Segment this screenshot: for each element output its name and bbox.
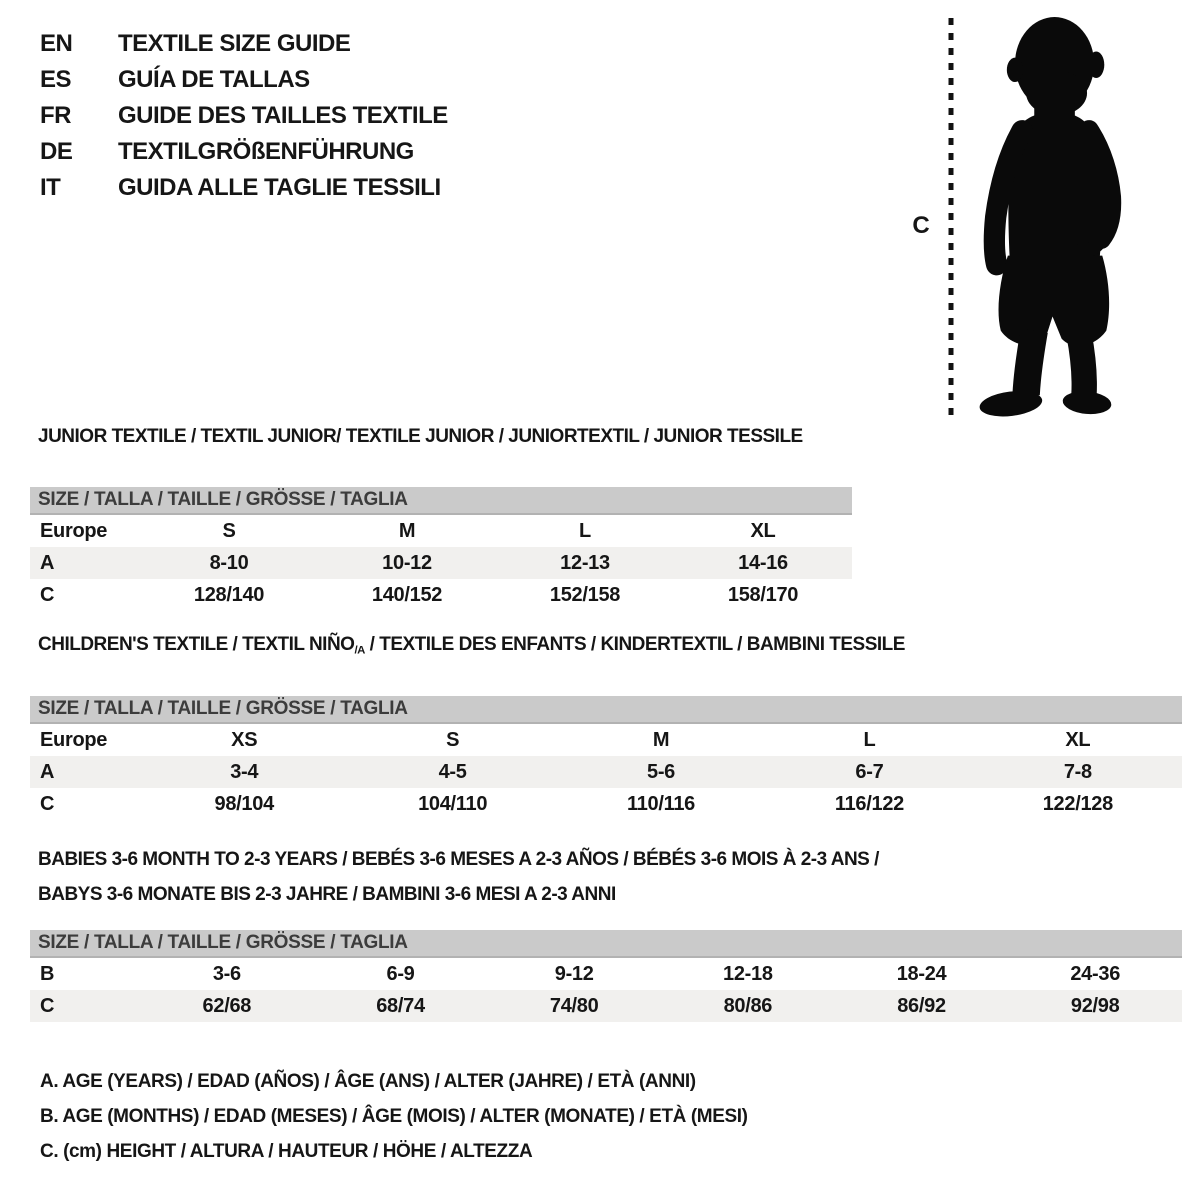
lang-row-it: [40, 170, 448, 206]
table-row: [30, 579, 852, 611]
guide-title: GUIDA ALLE TAGLIE TESSILI: [118, 174, 441, 201]
junior-size-header-bar: SIZE / TALLA / TAILLE / GRÖSSE / TAGLIA: [30, 487, 852, 515]
table-cell: M: [398, 519, 416, 542]
legend-line-c: C. (cm) HEIGHT / ALTURA / HAUTEUR / HÖHE / ALTEZZA: [40, 1141, 533, 1162]
children-size-header-bar: SIZE / TALLA / TAILLE / GRÖSSE / TAGLIA: [30, 696, 1182, 724]
lang-row-fr: [40, 98, 448, 134]
junior-textile-section: [30, 424, 852, 611]
legend-line-b: B. AGE (MONTHS) / EDAD (MESES) / ÂGE (MOIS) / ALTER (MONATE) / ETÀ (MESI): [40, 1106, 748, 1127]
table-cell: 104/110: [418, 792, 488, 815]
table-cell: 14-16: [738, 551, 788, 574]
table-cell: 9-12: [554, 962, 594, 985]
table-cell: 12-18: [723, 962, 773, 985]
table-cell: S: [446, 728, 460, 751]
heading-text: CHILDREN'S TEXTILE / TEXTIL NIÑO: [38, 634, 355, 655]
table-cell: XS: [231, 728, 258, 751]
row-label: Europe: [40, 519, 108, 542]
guide-title: TEXTILE SIZE GUIDE: [118, 30, 351, 57]
table-row: [30, 788, 1182, 820]
guide-title: TEXTILGRÖßENFÜHRUNG: [118, 138, 414, 165]
table-cell: L: [863, 728, 876, 751]
language-title-block: [40, 26, 448, 206]
lang-row-es: [40, 62, 448, 98]
table-cell: 6-7: [855, 760, 884, 783]
babies-section-heading-line1: BABIES 3-6 MONTH TO 2-3 YEARS / BEBÉS 3-6 MESES A 2-3 AÑOS / BÉBÉS 3-6 MOIS À 2-3 ANS /: [38, 849, 879, 870]
table-cell: XL: [1065, 728, 1091, 751]
table-cell: 6-9: [386, 962, 415, 985]
table-cell: 7-8: [1063, 760, 1092, 783]
guide-title: GUÍA DE TALLAS: [118, 66, 310, 93]
table-cell: 62/68: [202, 994, 252, 1017]
height-measure-label: C: [912, 212, 930, 239]
height-dashed-line: [946, 16, 956, 418]
babies-textile-section: [30, 842, 1182, 1022]
table-cell: 74/80: [549, 994, 599, 1017]
measurement-legend: [40, 1064, 748, 1169]
table-cell: 116/122: [834, 792, 904, 815]
table-cell: 152/158: [549, 583, 621, 606]
row-label: C: [40, 994, 55, 1017]
table-cell: 140/152: [371, 583, 443, 606]
table-cell: 80/86: [723, 994, 773, 1017]
row-label: A: [40, 551, 55, 574]
babies-size-header-bar: SIZE / TALLA / TAILLE / GRÖSSE / TAGLIA: [30, 930, 1182, 958]
table-cell: 122/128: [1042, 792, 1113, 815]
lang-code: IT: [40, 174, 61, 201]
row-label: C: [40, 792, 55, 815]
guide-title: GUIDE DES TAILLES TEXTILE: [118, 102, 448, 129]
table-cell: XL: [750, 519, 776, 542]
heading-text: / TEXTILE DES ENFANTS / KINDERTEXTIL / BAMBINI TESSILE: [364, 634, 905, 655]
table-cell: 24-36: [1070, 962, 1121, 985]
table-row: [30, 724, 1182, 756]
table-cell: 12-13: [560, 551, 610, 574]
lang-row-de: [40, 134, 448, 170]
junior-section-heading: JUNIOR TEXTILE / TEXTIL JUNIOR/ TEXTILE JUNIOR / JUNIORTEXTIL / JUNIOR TESSILE: [38, 426, 803, 447]
lang-code: FR: [40, 102, 71, 129]
table-cell: M: [652, 728, 670, 751]
lang-code: ES: [40, 66, 72, 93]
table-row: [30, 990, 1182, 1022]
table-cell: 98/104: [214, 792, 274, 815]
lang-code: EN: [40, 30, 73, 57]
table-cell: 110/116: [627, 792, 696, 815]
table-cell: 3-4: [230, 760, 259, 783]
children-textile-section: [30, 632, 1182, 820]
table-cell: 18-24: [896, 962, 947, 985]
row-label: Europe: [40, 728, 108, 751]
row-label: C: [40, 583, 55, 606]
toddler-silhouette-icon: [966, 14, 1136, 420]
heading-subscript: /A: [354, 644, 365, 657]
children-section-heading: [30, 632, 1182, 663]
table-cell: S: [222, 519, 236, 542]
lang-code: DE: [40, 138, 73, 165]
table-row: [30, 515, 852, 547]
table-row: [30, 547, 852, 579]
table-cell: 8-10: [209, 551, 249, 574]
table-cell: 68/74: [376, 994, 425, 1017]
table-cell: 3-6: [212, 962, 241, 985]
table-row: [30, 756, 1182, 788]
table-cell: 128/140: [193, 583, 265, 606]
table-cell: 92/98: [1070, 994, 1120, 1017]
table-cell: 10-12: [382, 551, 432, 574]
legend-line-a: A. AGE (YEARS) / EDAD (AÑOS) / ÂGE (ANS) / ALTER (JAHRE) / ETÀ (ANNI): [40, 1071, 696, 1092]
babies-section-heading-line2: BABYS 3-6 MONATE BIS 2-3 JAHRE / BAMBINI 3-6 MESI A 2-3 ANNI: [38, 884, 616, 905]
table-cell: 86/92: [897, 994, 946, 1017]
table-cell: 5-6: [647, 760, 676, 783]
row-label: B: [40, 962, 55, 985]
table-cell: L: [579, 519, 591, 542]
table-row: [30, 958, 1182, 990]
table-cell: 158/170: [727, 583, 799, 606]
table-cell: 4-5: [438, 760, 467, 783]
lang-row-en: [40, 26, 448, 62]
row-label: A: [40, 760, 55, 783]
